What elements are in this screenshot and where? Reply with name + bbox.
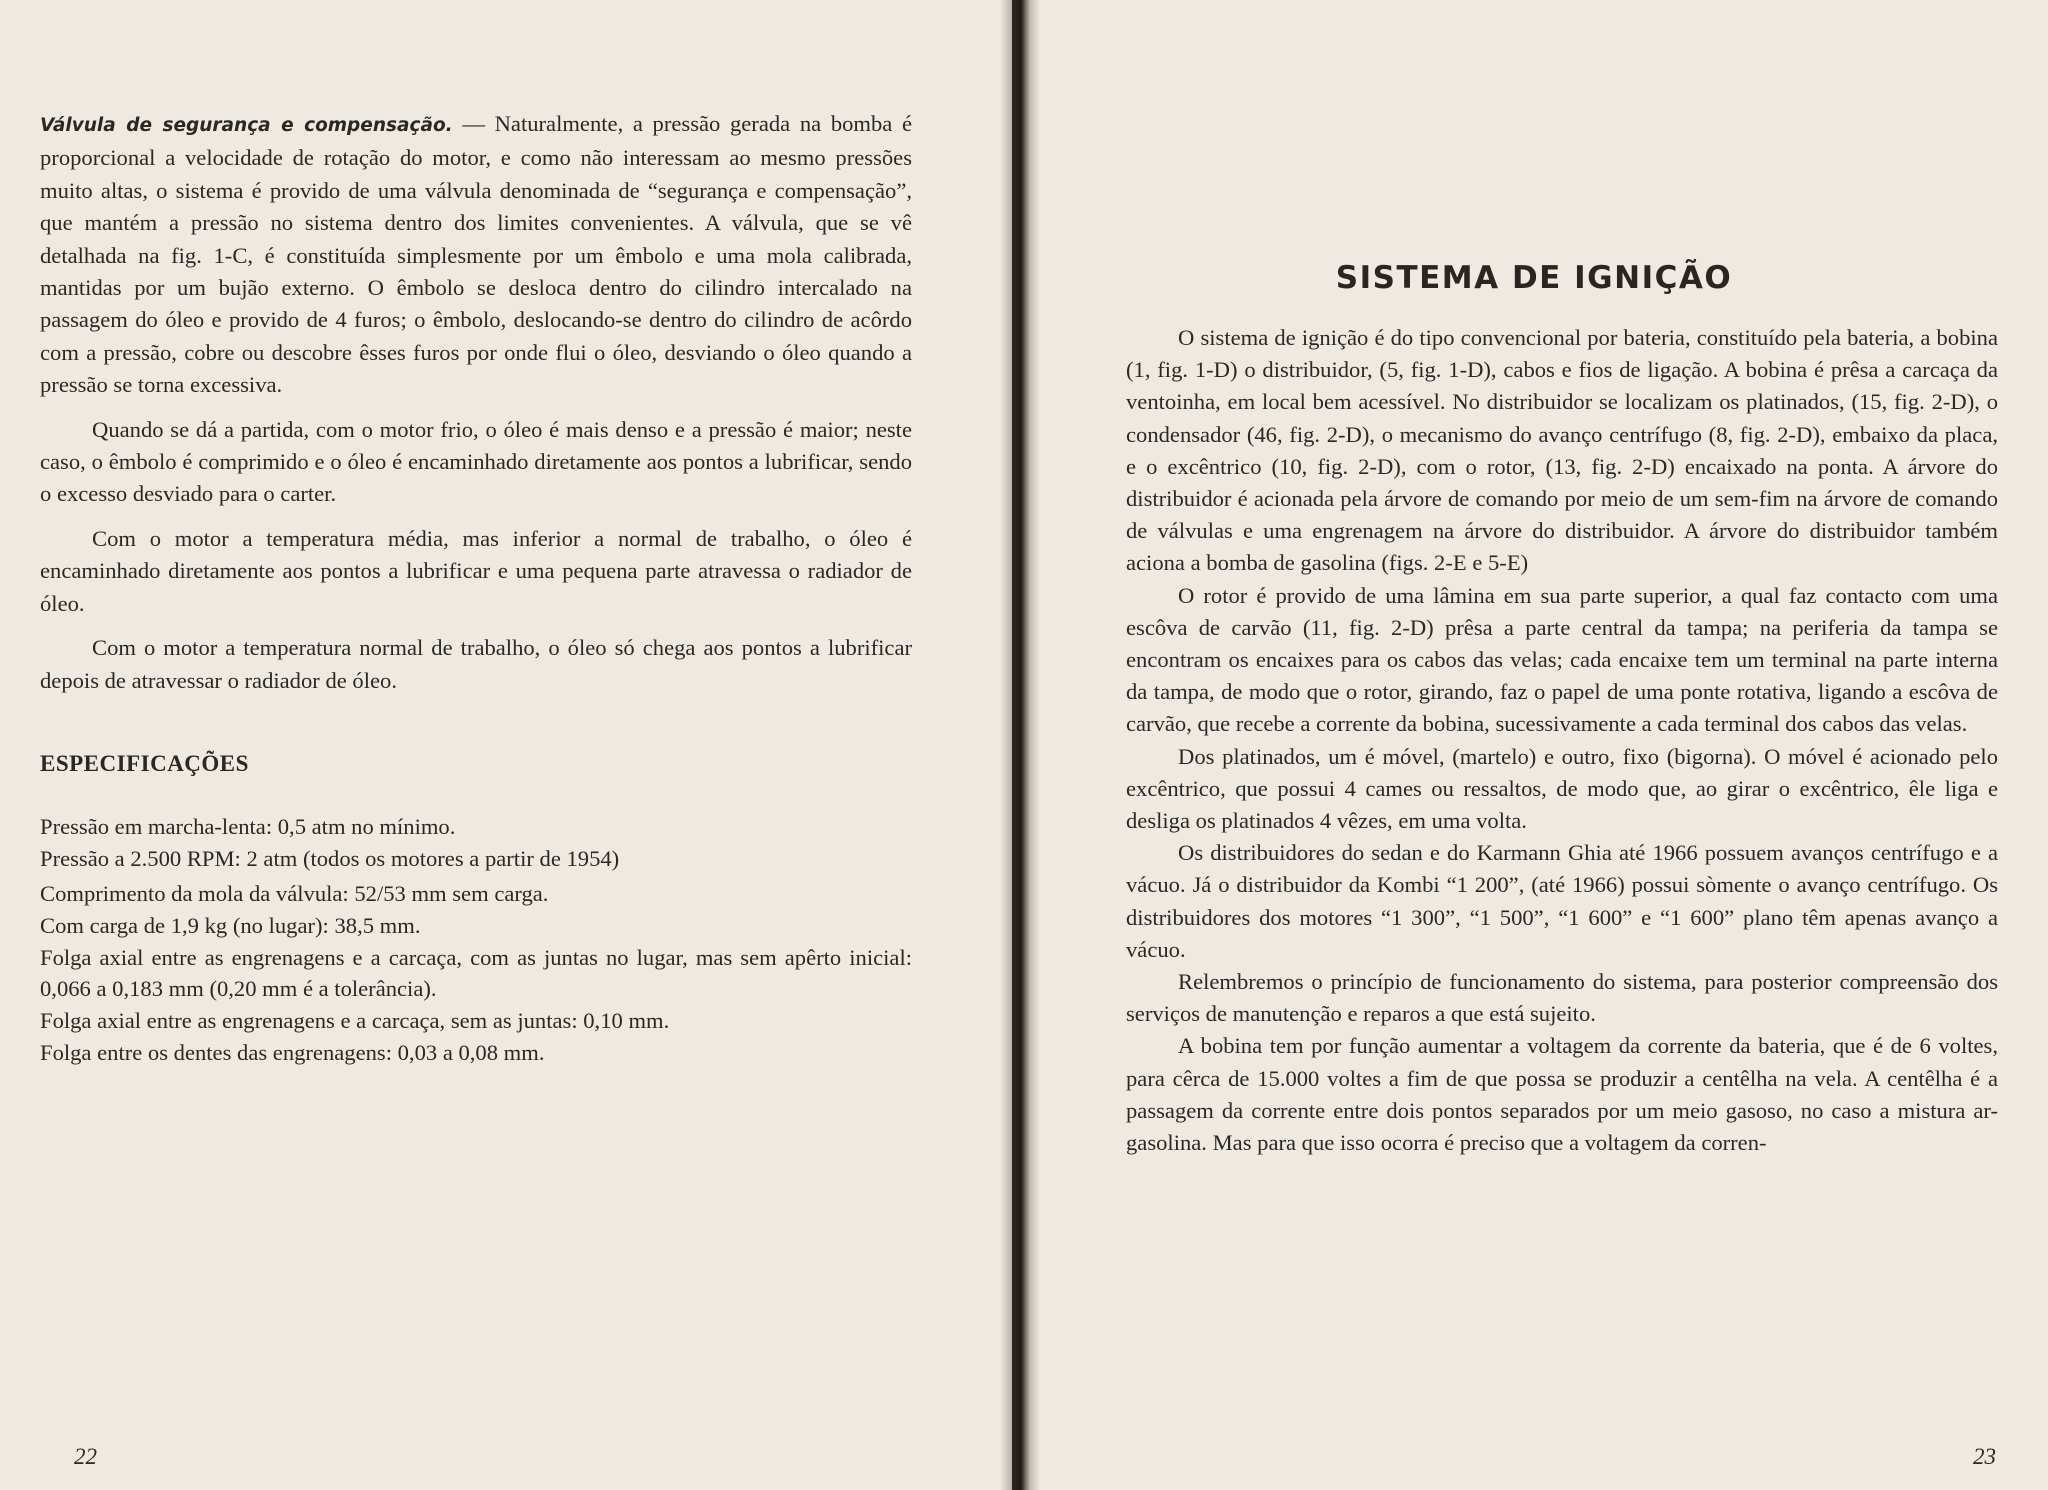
right-page: [1020, 0, 2048, 1490]
paragraph-valve: [40, 108, 912, 402]
paragraph: O rotor é provido de uma lâmina em sua parte superior, a qual faz contacto com uma escôva de carvão (11, fig. 2-D) prêsa a parte central da tampa; na periferia da tampa se encontram os encaixes para os cabos das velas; cada encaixe tem um terminal na parte interna da tampa, de modo que o rotor, girando, faz o papel de uma ponte rotativa, ligando a escôva de carvão, que recebe a corrente da bobina, sucessivamente a cada terminal dos cabos das velas.: [1126, 582, 1998, 737]
runin-heading: Válvula de segurança e compensação.: [40, 115, 453, 136]
spec-item: Folga entre os dentes das engrenagens: 0,03 a 0,08 mm.: [40, 1039, 545, 1065]
paragraph: Relembremos o princípio de funcionamento do sistema, para posterior compreensão dos serviços de manutenção e reparos a que está sujeito.: [1126, 969, 1998, 1027]
paragraph: Quando se dá a partida, com o motor frio, o óleo é mais denso e a pressão é maior; neste caso, o êmbolo é comprimido e o óleo é encaminhado diretamente aos pontos a lubrificar, sendo o excesso desviado para o carter.: [40, 416, 912, 507]
spec-item: Folga axial entre as engrenagens e a carcaça, com as juntas no lugar, mas sem apêrto inicial: 0,066 a 0,183 mm (0,20 mm é a tolerância).: [40, 944, 912, 1001]
page-number: 22: [74, 1444, 97, 1469]
spec-item: Pressão em marcha-lenta: 0,5 atm no mínimo.: [40, 813, 456, 839]
spec-item: Folga axial entre as engrenagens e a carcaça, sem as juntas: 0,10 mm.: [40, 1007, 670, 1033]
specifications-list: [40, 811, 912, 1068]
page-number: 23: [1973, 1444, 1996, 1469]
left-page: [0, 0, 1012, 1490]
spec-item: Pressão a 2.500 RPM: 2 atm (todos os motores a partir de 1954): [40, 845, 620, 871]
specifications-heading: ESPECIFICAÇÕES: [40, 750, 249, 776]
paragraph: A bobina tem por função aumentar a voltagem da corrente da bateria, que é de 6 voltes, para cêrca de 15.000 voltes a fim de que possa se produzir a centêlha na vela. A centêlha é a passagem da corrente entre dois pontos separados por um meio gasoso, no caso a mistura ar-gasolina. Mas para que isso ocorra é preciso que a voltagem da corren-: [1126, 1033, 1998, 1156]
paragraph: Com o motor a temperatura média, mas inferior a normal de trabalho, o óleo é encaminhado diretamente aos pontos a lubrificar e uma pequena parte atravessa o radiador de óleo.: [40, 525, 912, 616]
book-gutter: [1000, 0, 1040, 1490]
right-page-content: [1126, 322, 1998, 1159]
paragraph: O sistema de ignição é do tipo convencional por bateria, constituído pela bateria, a bobina (1, fig. 1-D) o distribuidor, (5, fig. 1-D), cabos e fios de ligação. A bobina é prêsa a carcaça da ventoinha, em local bem acessível. No distribuidor se localizam os platinados, (15, fig. 2-D), o condensador (46, fig. 2-D), o mecanismo do avanço centrífugo (8, fig. 2-D), embaixo da placa, e o excêntrico (10, fig. 2-D), com o rotor, (13, fig. 2-D) encaixado na ponta. A árvore do distribuidor é acionada pela árvore de comando por meio de um sem-fim na árvore de comando de válvulas e uma engrenagem na árvore do distribuidor. A árvore do distribuidor também aciona a bomba de gasolina (figs. 2-E e 5-E): [1126, 325, 1998, 576]
section-title: SISTEMA DE IGNIÇÃO: [1335, 260, 1733, 296]
paragraph-text: — Naturalmente, a pressão gerada na bomba é proporcional a velocidade de rotação do motor, e como não interessam ao mesmo pressões muito altas, o sistema é provido de uma válvula denominada de “segurança e compensação”, que mantém a pressão no sistema dentro dos limites convenientes. A válvula, que se vê detalhada na fig. 1-C, é constituída simplesmente por um êmbolo e uma mola calibrada, mantidas por um bujão externo. O êmbolo se desloca dentro do cilindro intercalado na passagem do óleo e provido de 4 furos; o êmbolo, deslocando-se dentro do cilindro de acôrdo com a pressão, cobre ou descobre êsses furos por onde flui o óleo, desviando o óleo quando a pressão se torna excessiva.: [40, 111, 912, 398]
left-page-content: [40, 108, 912, 1068]
spec-item: Comprimento da mola da válvula: 52/53 mm sem carga.: [40, 880, 549, 906]
paragraph: Com o motor a temperatura normal de trabalho, o óleo só chega aos pontos a lubrificar depois de atravessar o radiador de óleo.: [40, 635, 912, 693]
paragraph: Os distribuidores do sedan e do Karmann Ghia até 1966 possuem avanços centrífugo e a vácuo. Já o distribuidor da Kombi “1 200”, (até 1966) possui sòmente o avanço centrífugo. Os distribuidores dos motores “1 300”, “1 500”, “1 600” e “1 600” plano têm apenas avanço a vácuo.: [1126, 840, 1998, 962]
spec-item: Com carga de 1,9 kg (no lugar): 38,5 mm.: [40, 912, 421, 938]
paragraph: Dos platinados, um é móvel, (martelo) e outro, fixo (bigorna). O móvel é acionado pelo excêntrico, que possui 4 cames ou ressaltos, de modo que, ao girar o excêntrico, êle liga e desliga os platinados 4 vêzes, em uma volta.: [1126, 743, 1998, 834]
